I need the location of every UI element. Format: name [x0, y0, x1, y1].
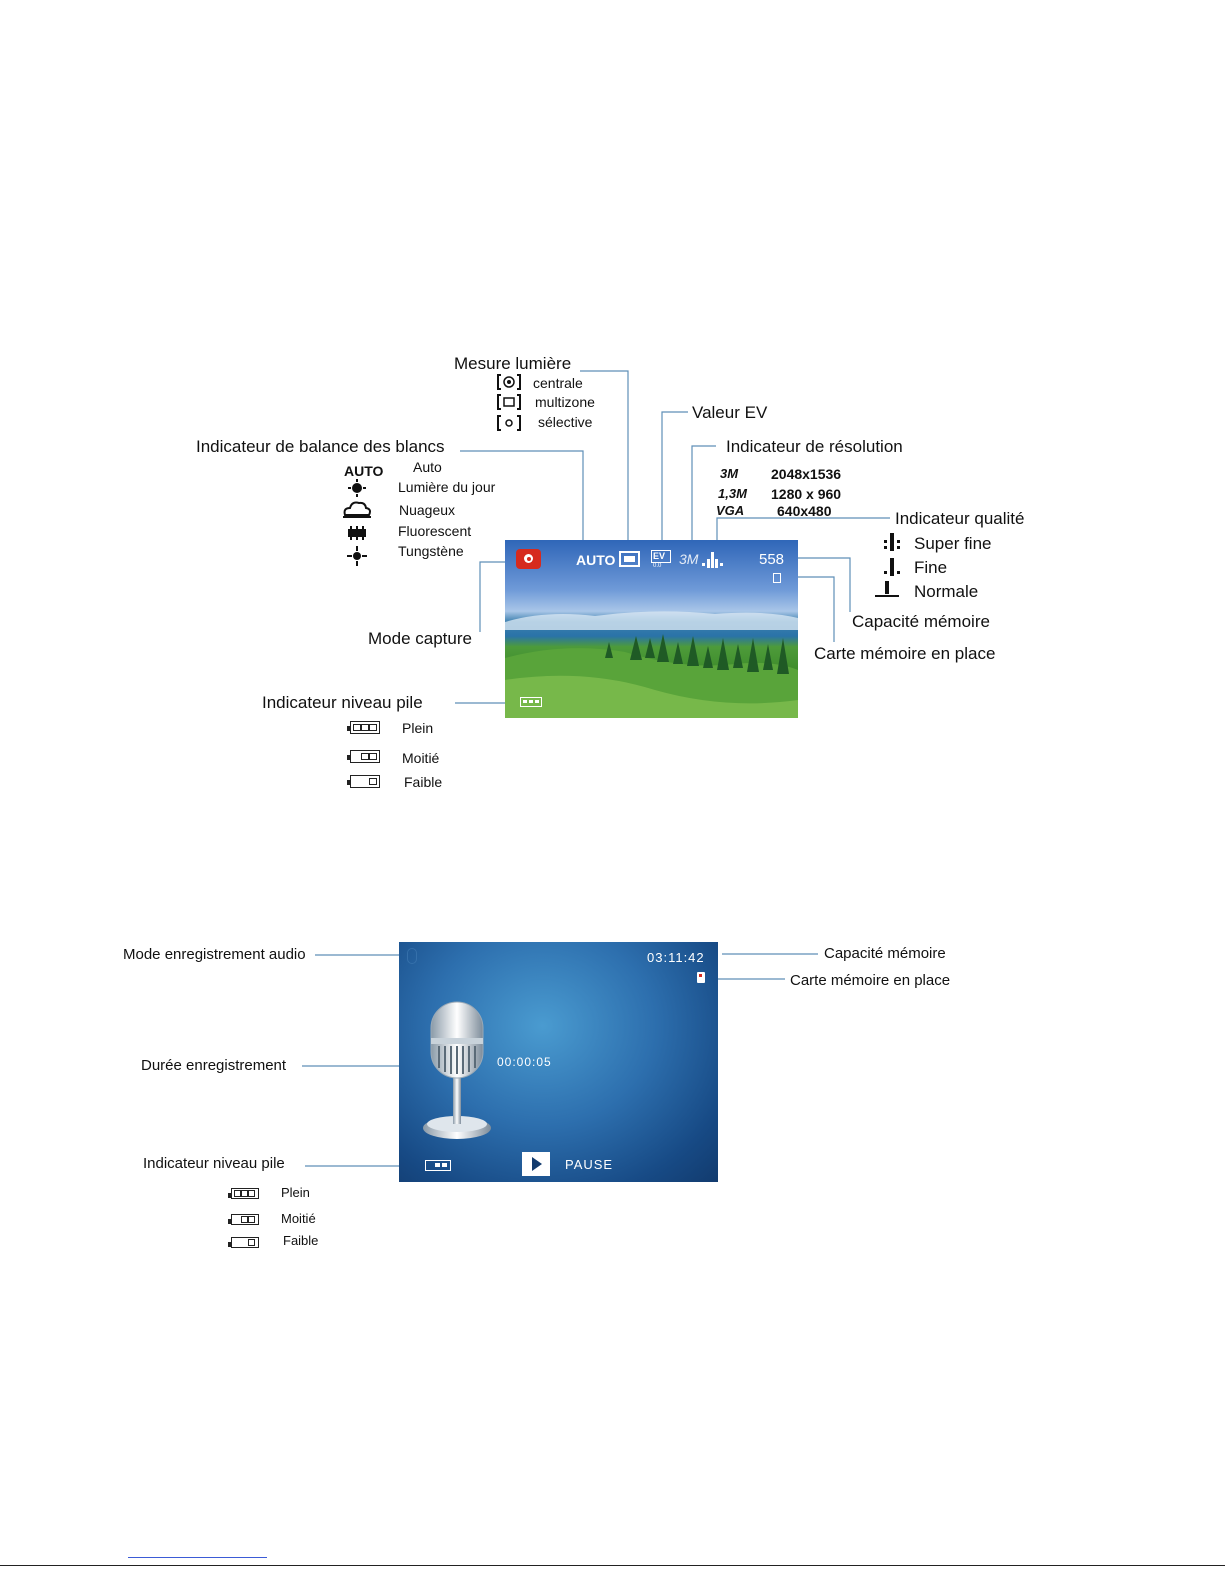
audio-battery-half-label: Moitié	[281, 1211, 316, 1226]
osd-quality-icon	[697, 549, 727, 574]
osd-ev-value: 0.0	[653, 563, 662, 569]
metering-center-label: centrale	[533, 375, 583, 391]
photo-memory-capacity-label: Capacité mémoire	[852, 612, 990, 631]
res-code-1-3m: 1,3M	[718, 486, 747, 501]
resolution-title: Indicateur de résolution	[726, 437, 903, 456]
cloud-icon	[341, 499, 373, 524]
audio-card-in-place-label: Carte mémoire en place	[790, 972, 951, 989]
res-value-1-3m: 1280 x 960	[771, 486, 842, 502]
metering-spot-icon	[497, 414, 521, 437]
metering-multizone-icon	[497, 393, 521, 416]
camera-mode-icon	[516, 549, 541, 569]
quality-fine-icon	[881, 557, 903, 582]
tungsten-icon	[346, 546, 368, 571]
audio-battery-low-label: Faible	[283, 1233, 319, 1248]
landscape-image	[505, 540, 798, 718]
wb-cloudy-label: Nuageux	[399, 502, 456, 518]
metering-title: Mesure lumière	[454, 354, 572, 373]
osd-card-icon	[697, 972, 705, 983]
osd-wb: AUTO	[576, 552, 616, 568]
wb-fluorescent-label: Fluorescent	[398, 523, 472, 539]
res-value-vga: 640x480	[777, 503, 832, 519]
osd-metering-icon	[619, 551, 640, 567]
photo-battery-low-label: Faible	[404, 774, 443, 790]
osd-elapsed-time: 00:00:05	[497, 1055, 552, 1069]
photo-battery-title: Indicateur niveau pile	[262, 693, 423, 712]
osd-shot-count: 558	[759, 551, 785, 568]
res-code-3m: 3M	[720, 466, 739, 481]
osd-card-icon	[773, 573, 781, 583]
audio-battery-title: Indicateur niveau pile	[143, 1155, 285, 1172]
photo-battery-half-label: Moitié	[402, 750, 440, 766]
osd-remaining-time: 03:11:42	[647, 950, 705, 965]
audio-duration-label: Durée enregistrement	[141, 1057, 287, 1074]
wb-tungsten-label: Tungstène	[398, 543, 464, 559]
osd-ev: EV	[653, 551, 666, 561]
quality-superfine-icon	[881, 532, 903, 557]
res-value-3m: 2048x1536	[771, 466, 842, 482]
wb-daylight-label: Lumière du jour	[398, 479, 496, 495]
osd-resolution: 3M	[679, 551, 699, 567]
play-icon[interactable]	[522, 1152, 550, 1176]
audio-mode-label: Mode enregistrement audio	[123, 946, 306, 963]
microphone-icon	[421, 998, 511, 1143]
white-balance-title: Indicateur de balance des blancs	[196, 437, 445, 456]
camera-preview-screen	[505, 540, 798, 718]
audio-battery-full-label: Plein	[281, 1185, 310, 1200]
battery-half-icon	[350, 750, 380, 763]
photo-card-in-place-label: Carte mémoire en place	[814, 644, 996, 663]
audio-recorder-screen	[399, 942, 718, 1182]
wb-auto-code: AUTO	[344, 463, 384, 479]
osd-status: PAUSE	[565, 1157, 614, 1172]
battery-low-icon	[350, 775, 380, 788]
quality-normal-icon	[873, 580, 901, 605]
quality-superfine-label: Super fine	[914, 534, 992, 553]
audio-memory-capacity-label: Capacité mémoire	[824, 945, 946, 962]
audio-battery-half-icon	[231, 1214, 259, 1225]
fluorescent-icon	[346, 526, 368, 545]
footer-underline	[128, 1557, 267, 1558]
battery-full-icon	[350, 721, 380, 734]
footer-rule	[0, 1565, 1225, 1566]
audio-battery-low-icon	[231, 1237, 259, 1248]
quality-normal-label: Normale	[914, 582, 979, 601]
quality-fine-label: Fine	[914, 558, 948, 577]
res-code-vga: VGA	[716, 503, 745, 518]
ev-title: Valeur EV	[692, 403, 768, 422]
wb-auto-label: Auto	[413, 459, 442, 475]
osd-battery-icon	[425, 1160, 451, 1171]
photo-battery-full-label: Plein	[402, 720, 434, 736]
osd-audio-mode-icon	[407, 948, 417, 964]
quality-title: Indicateur qualité	[895, 509, 1025, 528]
audio-battery-full-icon	[231, 1188, 259, 1199]
osd-ev-box	[651, 550, 671, 563]
metering-multizone-label: multizone	[535, 394, 595, 410]
metering-spot-label: sélective	[538, 414, 593, 430]
osd-battery-icon	[520, 697, 542, 707]
capture-mode-label: Mode capture	[368, 629, 472, 648]
